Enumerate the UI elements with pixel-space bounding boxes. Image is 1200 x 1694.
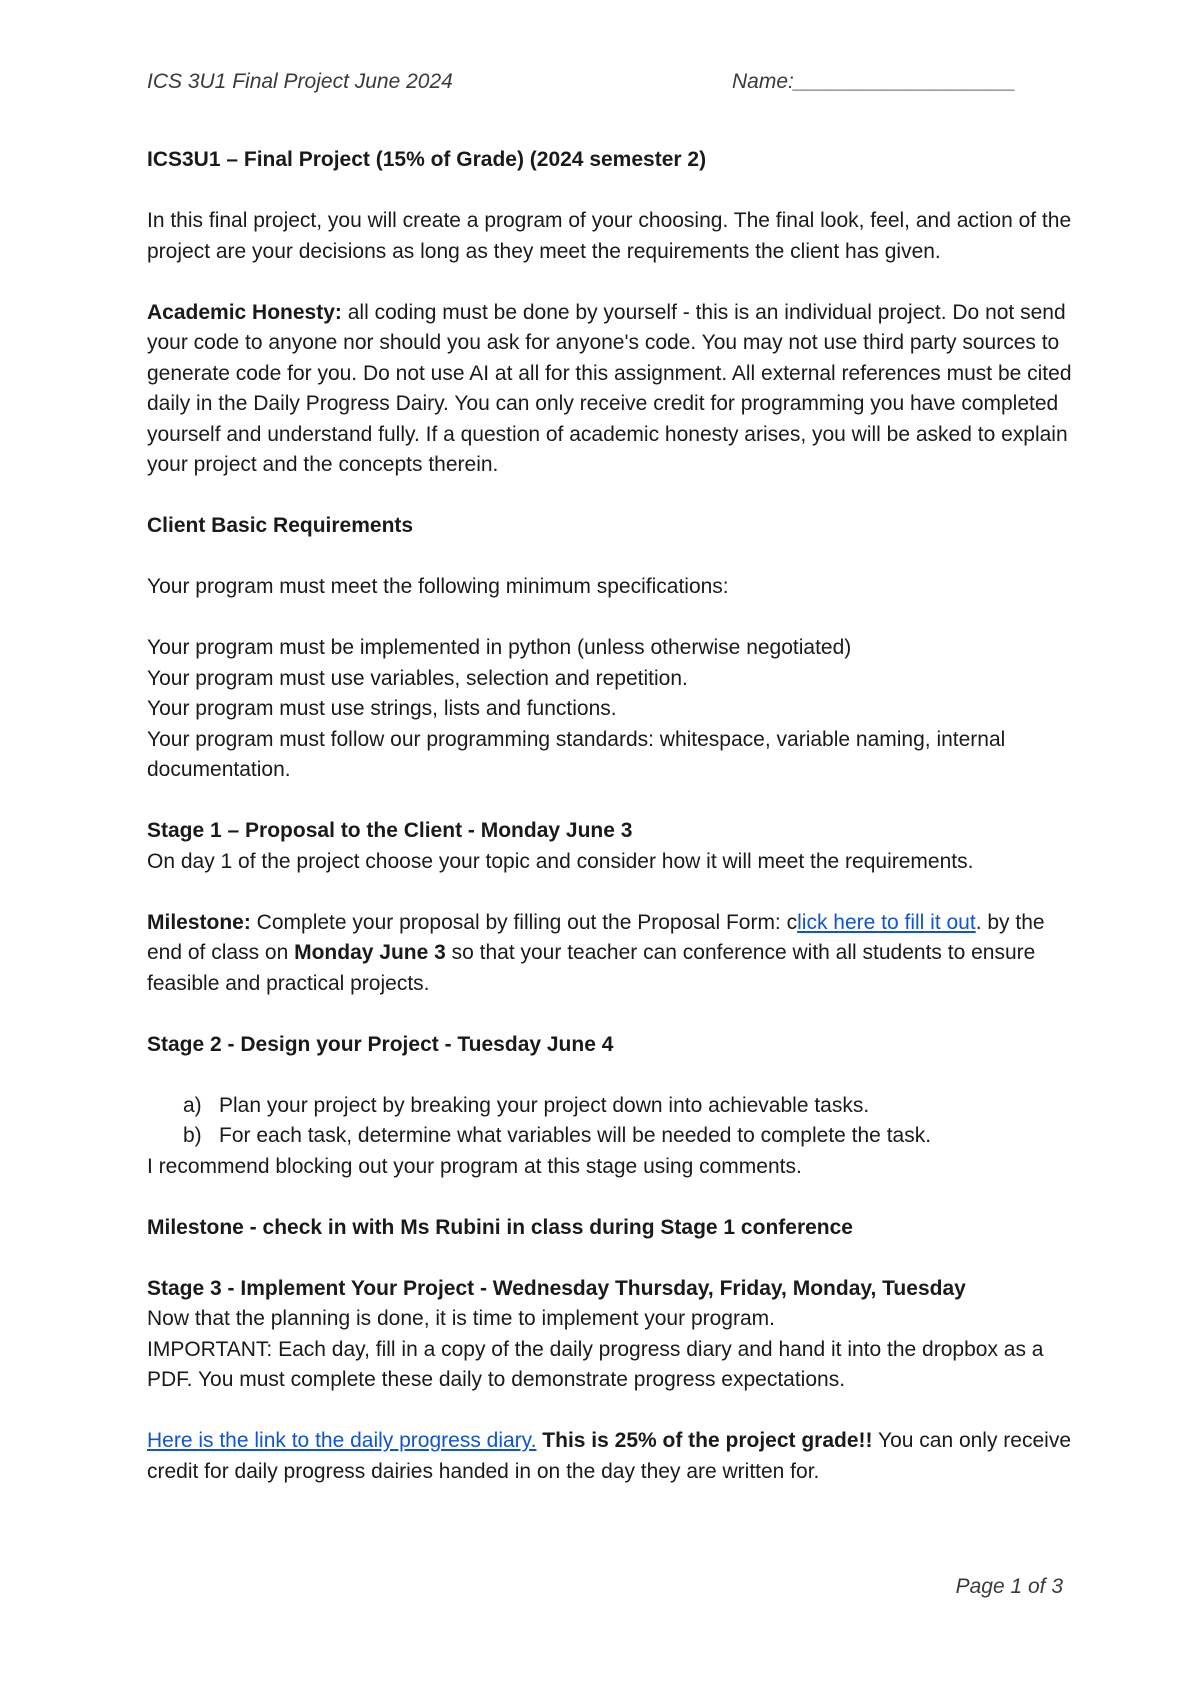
- requirements-lead: Your program must meet the following minimum specifications:: [147, 575, 729, 598]
- stage1-milestone-text: Complete your proposal by filling out the Proposal Form: c: [250, 910, 798, 934]
- requirement-item: Your program must use strings, lists and functions.: [147, 697, 617, 720]
- task-text: Plan your project by breaking your project down into achievable tasks.: [219, 1093, 870, 1117]
- list-marker: a): [183, 1093, 202, 1117]
- stage3-line2: IMPORTANT: Each day, fill in a copy of the daily progress diary and hand it into the dropbox as a PDF. You must complete these daily to demonstrate progress expectations.: [147, 1337, 1044, 1391]
- daily-diary-link[interactable]: Here is the link to the daily progress diary.: [147, 1429, 537, 1452]
- stage1-milestone: [147, 908, 1072, 1000]
- stage3-diary-paragraph: [147, 1426, 1072, 1487]
- proposal-form-link[interactable]: lick here to fill it out: [797, 910, 976, 934]
- intro-paragraph: In this final project, you will create a program of your choosing. The final look, feel, and action of the project are your decisions as long as they meet the requirements the client has given.: [147, 209, 1072, 263]
- requirement-item: Your program must use variables, selection and repetition.: [147, 666, 688, 690]
- requirement-item: Your program must follow our programming standards: whitespace, variable naming, internal documentation.: [147, 727, 1006, 781]
- list-item: [147, 1121, 1072, 1152]
- page-header: [147, 70, 1062, 100]
- academic-honesty-text: all coding must be done by yourself - this is an individual project. Do not send your code to anyone nor should you ask for anyone's code. You may not use third party sources to generate code for you. Do not use AI at all for this assignment. All external references must be cited daily in the Daily Progress Dairy. You can only receive credit for programming you have completed yourself and understand fully. If a question of academic honesty arises, you will be asked to explain your project and the concepts therein.: [147, 300, 1072, 476]
- document-body: [147, 145, 1072, 1487]
- stage1-heading: Stage 1 – Proposal to the Client - Monday June 3: [147, 819, 633, 842]
- stage1-milestone-label: Milestone:: [147, 910, 251, 934]
- stage1-milestone-text-cont: . by the end of class on: [147, 910, 1045, 964]
- stage2-task-list: [147, 1091, 1072, 1152]
- stage2-milestone: Milestone - check in with Ms Rubini in class during Stage 1 conference: [147, 1215, 853, 1239]
- requirements-heading: Client Basic Requirements: [147, 514, 414, 537]
- stage1-milestone-tail: so that your teacher can conference with all students to ensure feasible and practical projects.: [147, 941, 1036, 995]
- requirement-item: Your program must be implemented in python (unless otherwise negotiated): [147, 636, 852, 659]
- stage1-text: On day 1 of the project choose your topic and consider how it will meet the requirements.: [147, 849, 974, 873]
- stage3-line1: Now that the planning is done, it is time to implement your program.: [147, 1307, 775, 1330]
- academic-honesty-label: Academic Honesty:: [147, 300, 342, 324]
- list-item: [147, 1091, 1072, 1122]
- list-marker: b): [183, 1124, 202, 1147]
- task-text: For each task, determine what variables will be needed to complete the task.: [219, 1124, 932, 1147]
- stage3-grade-note: This is 25% of the project grade!!: [536, 1429, 873, 1452]
- stage3-heading: Stage 3 - Implement Your Project - Wednesday Thursday, Friday, Monday, Tuesday: [147, 1276, 966, 1300]
- academic-honesty-paragraph: [147, 298, 1072, 481]
- header-course-title: ICS 3U1 Final Project June 2024: [147, 70, 453, 93]
- stage2-note: I recommend blocking out your program at this stage using comments.: [147, 1154, 802, 1178]
- document-title: ICS3U1 – Final Project (15% of Grade) (2024 semester 2): [147, 148, 707, 171]
- stage2-heading: Stage 2 - Design your Project - Tuesday June 4: [147, 1032, 614, 1056]
- header-name-field: Name:___________________: [732, 70, 1016, 93]
- stage3-tail: You can only receive credit for daily progress dairies handed in on the day they are written for.: [147, 1429, 1072, 1483]
- stage1-deadline: Monday June 3: [294, 941, 446, 964]
- page-number: Page 1 of 3: [955, 1575, 1063, 1598]
